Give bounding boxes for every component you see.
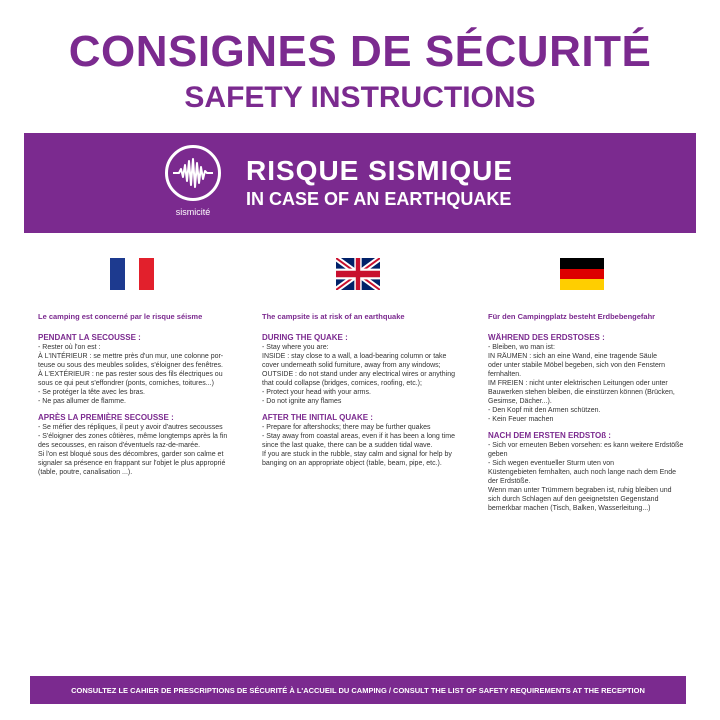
section-heading: DURING THE QUAKE : <box>262 333 348 342</box>
column-english <box>262 312 462 475</box>
logo-label: sismicité <box>175 207 211 217</box>
banner-title: RISQUE SISMIQUE <box>246 155 514 186</box>
section-body: - Rester où l'on est : À L'INTÉRIEUR : se mettre près d'un mur, une colonne por- teuse ou sous des meubles solides, s'éloigner des fenêtres. À L'EXTÉRIEUR : ne pas rester sous des fils électriques ou sous ce qui peut s'effondrer (ponts, corniches, toitures...) - Se protéger la tête avec les bras. - Ne pas allumer de flamme. <box>38 344 224 405</box>
section-body: - Sich vor erneuten Beben vorsehen: es kann weitere Erdstöße geben - Sich wegen eventueller Sturm uten von Küstengebieten fernhalten, auch noch lange nach dem Ende der Erdstöße. Wenn man unter Trümmern begraben ist, ruhig bleiben und sich durch Schlagen auf den geeignetsten Gegenstand bemerkbar machen (Tisch, Balken, Wasserleitung...) <box>488 442 684 512</box>
page-subtitle: SAFETY INSTRUCTIONS <box>184 81 536 114</box>
uk-flag-icon <box>336 258 380 290</box>
column-french <box>38 312 238 484</box>
column-german <box>488 312 688 520</box>
section-heading: NACH DEM ERSTEN ERDSTOß : <box>488 431 611 440</box>
section-heading: APRÈS LA PREMIÈRE SECOUSSE : <box>38 413 174 422</box>
seismic-wave-icon <box>165 145 221 201</box>
section-body: - Stay where you are: INSIDE : stay close to a wall, a load-bearing column or take cover underneath solid furniture, away from any windows; OUTSIDE : do not stand under any electrical wires or anything that could collapse (bridges, cornices, roofing, etc.); - Protect your head with your arms. - Do not ignite any flames <box>262 344 455 405</box>
intro-text: Für den Campingplatz besteht Erdbebengefahr <box>488 312 656 321</box>
page-title: CONSIGNES DE SÉCURITÉ <box>68 27 652 76</box>
hazard-banner <box>24 133 696 233</box>
section-heading: AFTER THE INITIAL QUAKE : <box>262 413 373 422</box>
intro-text: Le camping est concerné par le risque séisme <box>38 312 203 321</box>
seismic-logo <box>164 145 222 225</box>
intro-text: The campsite is at risk of an earthquake <box>262 312 405 321</box>
section-heading: WÄHREND DES ERDSTOSES : <box>488 333 605 342</box>
german-flag-icon <box>560 258 604 290</box>
section-body: - Bleiben, wo man ist: IN RÄUMEN : sich an eine Wand, eine tragende Säule oder unter stabile Möbel begeben, sich von den Fenstern fernhalten. IM FREIEN : nicht unter elektrischen Leitungen oder unter Bauwerken stehen bleiben, die einstürzen können (Brücken, Gesimse, Dächer...). - Den Kopf mit den Armen schützen. - Kein Feuer machen <box>488 344 675 423</box>
banner-subtitle: IN CASE OF AN EARTHQUAKE <box>246 189 512 209</box>
section-body: - Se méfier des répliques, il peut y avoir d'autres secousses - S'éloigner des zones côtières, même longtemps après la fin des secousses, en raison d'éventuels raz-de-marée. Si l'on est bloqué sous des décombres, garder son calme et signaler sa présence en frappant sur l'objet le plus approprié (table, poutre, canalisation ...). <box>38 424 228 476</box>
footer-notice: CONSULTEZ LE CAHIER DE PRESCRIPTIONS DE SÉCURITÉ À L'ACCUEIL DU CAMPING / CONSULT THE LIST OF SAFETY REQUIREMENTS AT THE RECEPTION <box>30 676 686 704</box>
french-flag-icon <box>110 258 154 290</box>
section-heading: PENDANT LA SECOUSSE : <box>38 333 141 342</box>
section-body: - Prepare for aftershocks; there may be further quakes - Stay away from coastal areas, even if it has been a long time since the last quake, there can be a sudden tidal wave. If you are stuck in the rubble, stay calm and signal for help by banging on an appropriate object (table, beam, pipe, etc.). <box>262 424 455 467</box>
